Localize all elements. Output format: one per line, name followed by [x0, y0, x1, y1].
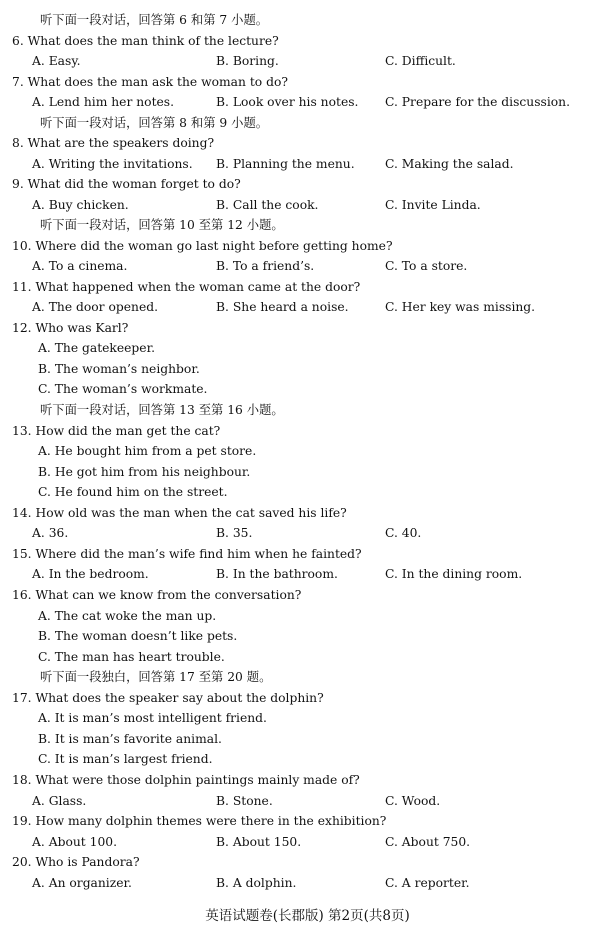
options-row — [0, 873, 615, 893]
options-row — [0, 523, 615, 543]
option-c: C. Wood. — [385, 794, 441, 808]
option-c: C. In the dining room. — [385, 567, 523, 581]
option-c: C. About 750. — [385, 835, 471, 849]
question-20: 20. Who is Pandora? — [12, 855, 140, 869]
option-c: C. Difficult. — [385, 54, 456, 68]
options-row — [0, 154, 615, 174]
question-9: 9. What did the woman forget to do? — [12, 177, 241, 191]
option-b: B. Boring. — [216, 54, 279, 68]
option-c: C. Invite Linda. — [385, 198, 481, 212]
option-c: C. To a store. — [385, 259, 468, 273]
option-a: A. The gatekeeper. — [38, 341, 156, 355]
option-b: B. Planning the menu. — [216, 157, 355, 171]
option-b: B. The woman’s neighbor. — [38, 362, 200, 376]
option-b: B. The woman doesn’t like pets. — [38, 629, 238, 643]
question-13: 13. How did the man get the cat? — [12, 424, 221, 438]
options-row — [0, 564, 615, 584]
option-b: B. He got him from his neighbour. — [38, 465, 251, 479]
options-row — [0, 297, 615, 317]
option-b: B. In the bathroom. — [216, 567, 338, 581]
question-16: 16. What can we know from the conversation? — [12, 588, 302, 602]
option-a: A. In the bedroom. — [32, 567, 149, 581]
question-10: 10. Where did the woman go last night before getting home? — [12, 239, 393, 253]
option-b: B. Call the cook. — [216, 198, 319, 212]
option-c: C. The woman’s workmate. — [38, 382, 208, 396]
option-a: A. About 100. — [32, 835, 118, 849]
option-b: B. Stone. — [216, 794, 273, 808]
question-18: 18. What were those dolphin paintings mainly made of? — [12, 773, 360, 787]
option-b: B. It is man’s favorite animal. — [38, 732, 222, 746]
option-b: B. She heard a noise. — [216, 300, 349, 314]
page-footer: 英语试题卷(长郡版) 第2页(共8页) — [205, 908, 410, 924]
option-a: A. The cat woke the man up. — [38, 609, 217, 623]
option-b: B. About 150. — [216, 835, 302, 849]
option-c: C. 40. — [385, 526, 422, 540]
option-a: A. 36. — [32, 526, 69, 540]
question-12: 12. Who was Karl? — [12, 321, 129, 335]
question-8: 8. What are the speakers doing? — [12, 136, 215, 150]
option-a: A. He bought him from a pet store. — [38, 444, 257, 458]
options-row — [0, 256, 615, 276]
section-instruction: 听下面一段对话，回答第 6 和第 7 小题。 — [40, 13, 269, 27]
question-15: 15. Where did the man’s wife find him when he fainted? — [12, 547, 362, 561]
question-17: 17. What does the speaker say about the dolphin? — [12, 691, 324, 705]
question-19: 19. How many dolphin themes were there in the exhibition? — [12, 814, 387, 828]
option-a: A. Writing the invitations. — [32, 157, 193, 171]
option-c: C. He found him on the street. — [38, 485, 228, 499]
section-instruction: 听下面一段对话，回答第 13 至第 16 小题。 — [40, 403, 284, 417]
option-b: B. Look over his notes. — [216, 95, 359, 109]
options-row — [0, 92, 615, 112]
section-instruction: 听下面一段独白，回答第 17 至第 20 题。 — [40, 670, 272, 684]
option-a: A. To a cinema. — [32, 259, 128, 273]
question-11: 11. What happened when the woman came at the door? — [12, 280, 361, 294]
options-row — [0, 51, 615, 71]
option-c: C. A reporter. — [385, 876, 470, 890]
option-c: C. It is man’s largest friend. — [38, 752, 213, 766]
option-c: C. Her key was missing. — [385, 300, 536, 314]
option-c: C. The man has heart trouble. — [38, 650, 225, 664]
option-a: A. It is man’s most intelligent friend. — [38, 711, 267, 725]
option-a: A. Lend him her notes. — [32, 95, 175, 109]
options-row — [0, 195, 615, 215]
question-6: 6. What does the man think of the lecture? — [12, 34, 279, 48]
option-b: B. A dolphin. — [216, 876, 297, 890]
option-a: A. Buy chicken. — [32, 198, 129, 212]
options-row — [0, 791, 615, 811]
option-a: A. Easy. — [32, 54, 81, 68]
option-b: B. 35. — [216, 526, 253, 540]
question-14: 14. How old was the man when the cat saved his life? — [12, 506, 347, 520]
section-instruction: 听下面一段对话，回答第 10 至第 12 小题。 — [40, 218, 284, 232]
section-instruction: 听下面一段对话，回答第 8 和第 9 小题。 — [40, 116, 269, 130]
question-7: 7. What does the man ask the woman to do? — [12, 75, 288, 89]
option-a: A. The door opened. — [32, 300, 159, 314]
option-c: C. Prepare for the discussion. — [385, 95, 570, 109]
option-b: B. To a friend’s. — [216, 259, 315, 273]
option-a: A. Glass. — [32, 794, 87, 808]
option-a: A. An organizer. — [32, 876, 132, 890]
option-c: C. Making the salad. — [385, 157, 514, 171]
options-row — [0, 832, 615, 852]
